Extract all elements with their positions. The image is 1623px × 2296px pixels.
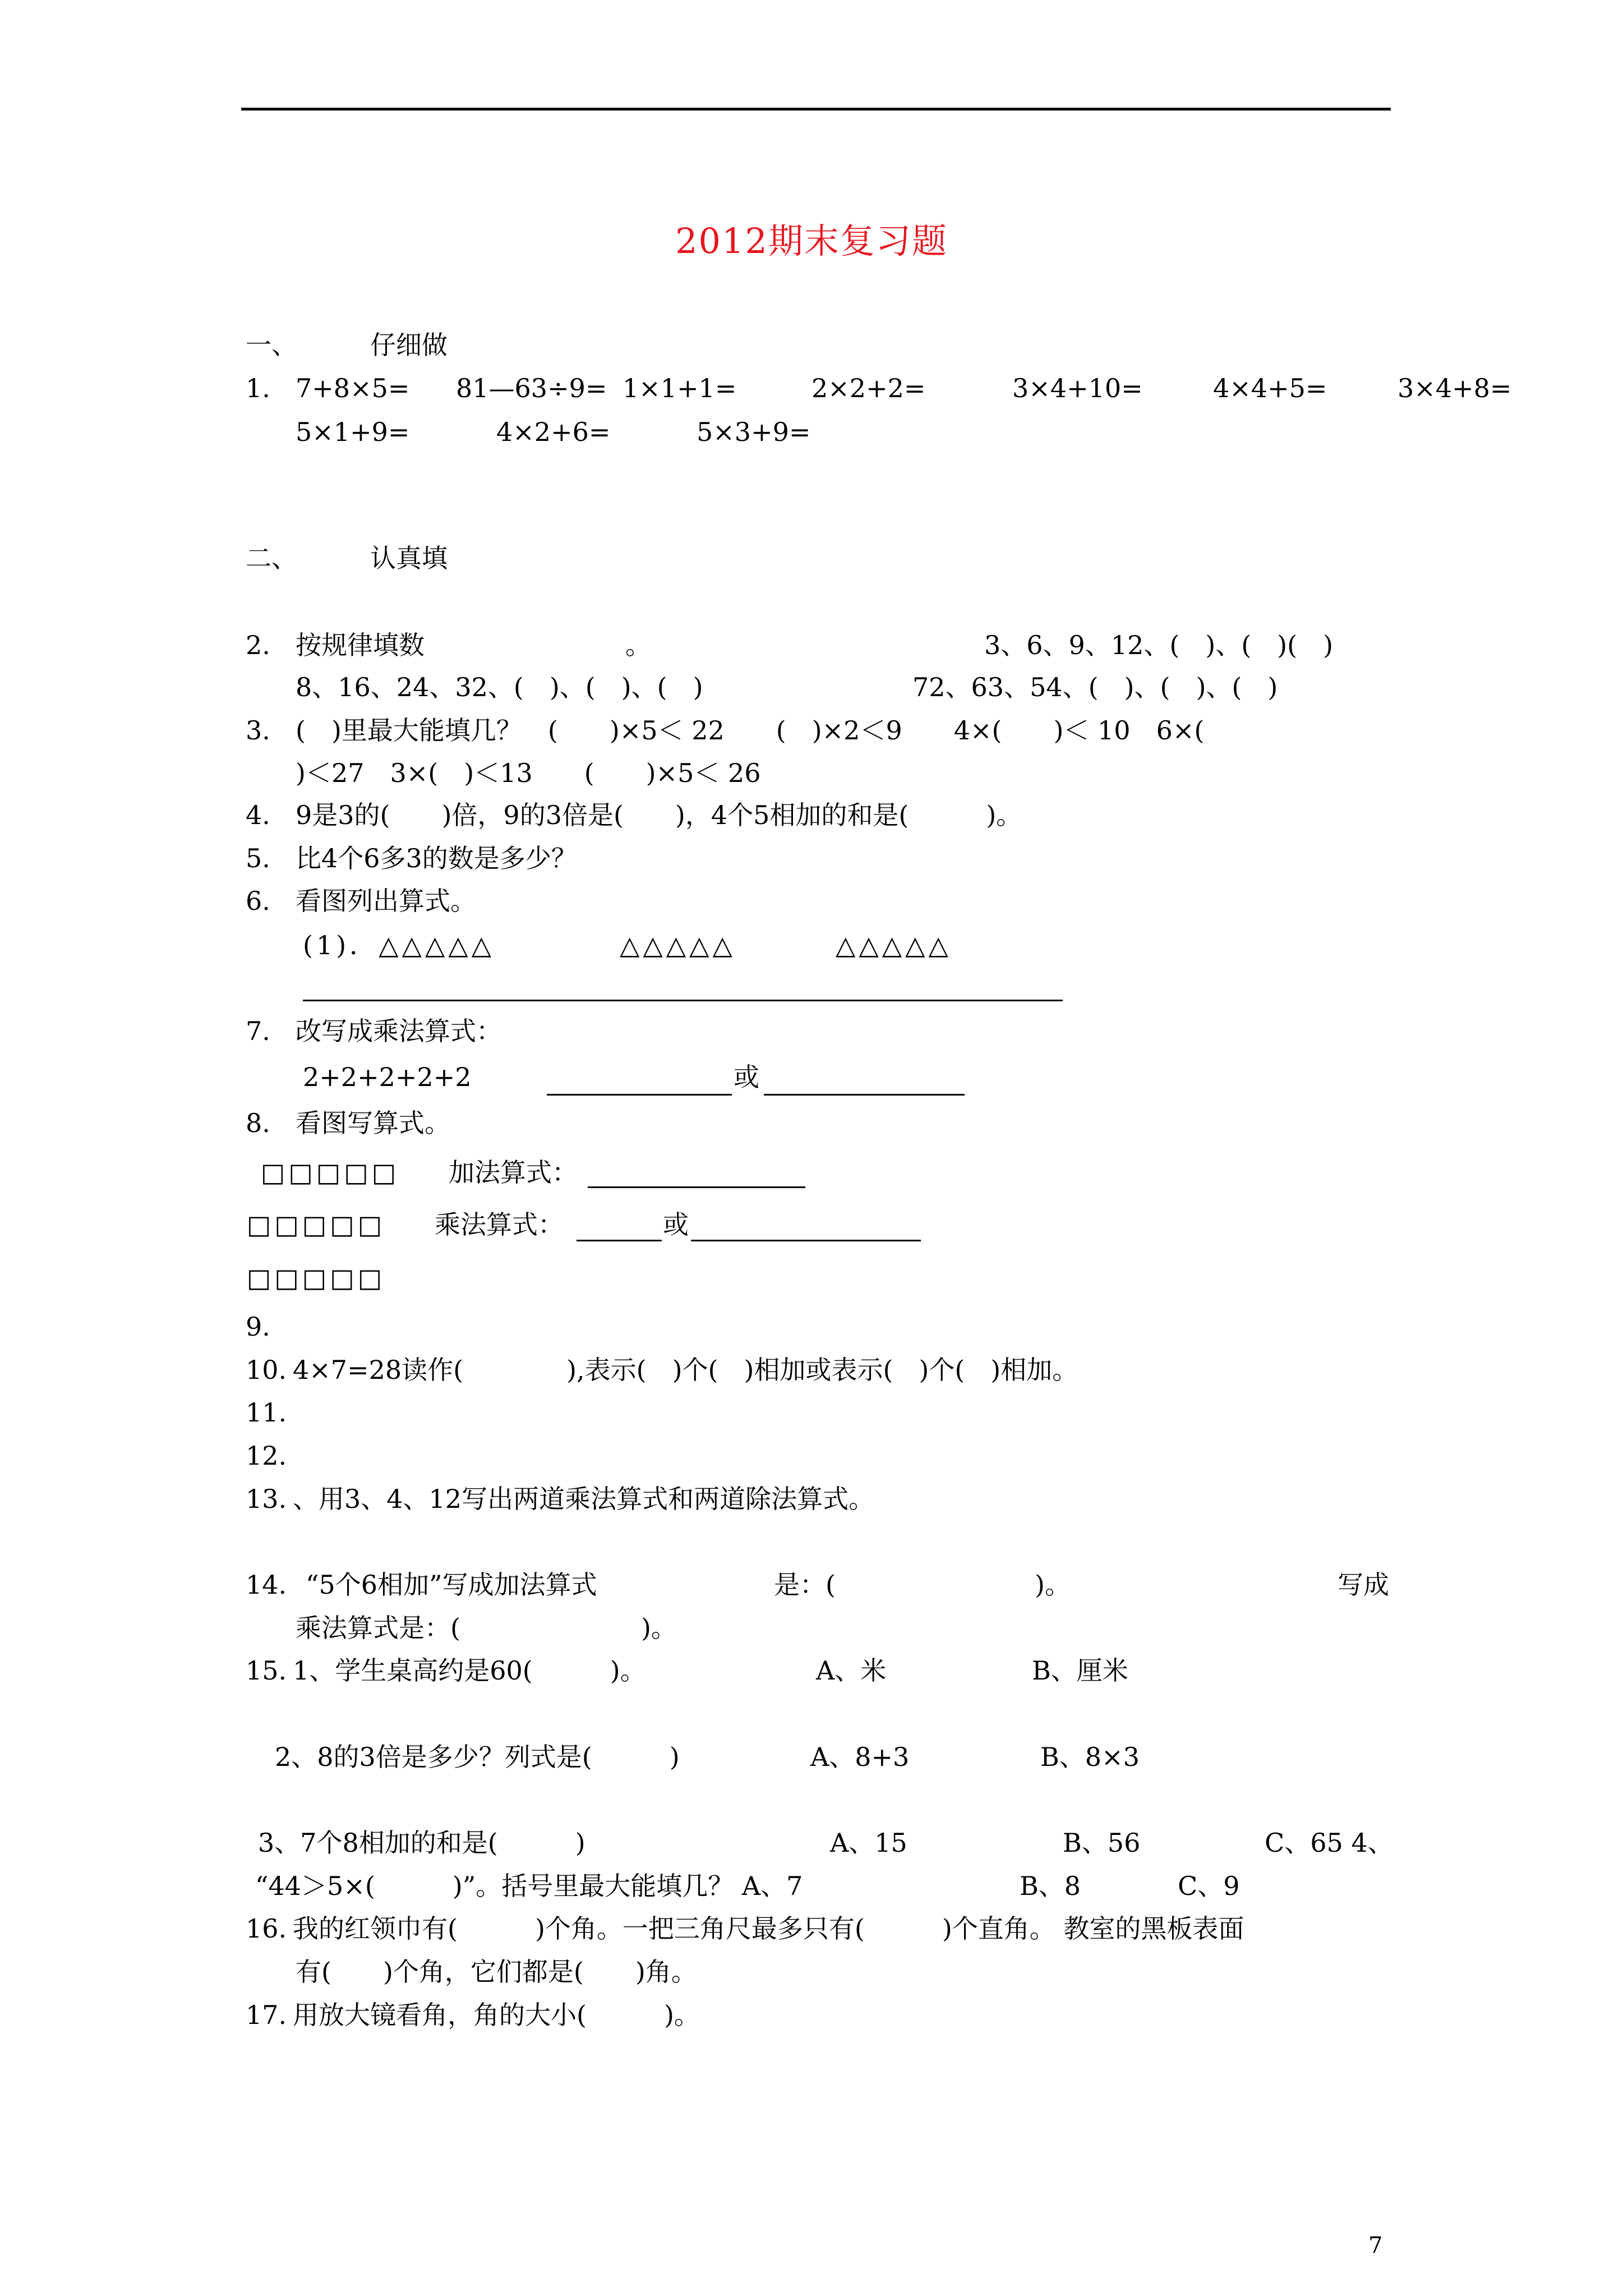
section2-label: 二、 [246, 543, 297, 573]
q15-option: B、8 [1020, 1871, 1081, 1901]
q8-or: 或 [663, 1209, 689, 1240]
q16-line: 我的红领巾有( )个角。一把三角尺最多只有( )个直角。 教室的黑板表面 [293, 1913, 1244, 1944]
q15-option: C、65 4、 [1265, 1828, 1394, 1858]
q15-item: 1、学生桌高约是60( )。 [293, 1655, 646, 1686]
section2-heading: 认真填 [370, 543, 448, 573]
q7-answer-line [547, 1094, 732, 1096]
q2-sequence: 3、6、9、12、( )、( )( ) [984, 630, 1334, 660]
q1-expr: 1×1+1= [623, 373, 737, 403]
q16-number: 16. [246, 1913, 287, 1944]
q7-text: 改写成乘法算式： [296, 1016, 502, 1046]
q14-line2: 乘法算式是：( )。 [296, 1613, 677, 1643]
q15-number: 15. [246, 1655, 287, 1686]
q15-option: B、56 [1063, 1828, 1141, 1858]
q8-answer-line [691, 1240, 921, 1241]
q6-answer-line [303, 1000, 1063, 1001]
q16-line: 有( )个角，它们都是( )角。 [296, 1957, 697, 1987]
q6-triangles: △△△△△ [836, 930, 952, 960]
q8-answer-line [588, 1186, 805, 1188]
q8-text: 看图写算式。 [296, 1108, 450, 1138]
q1-expr: 3×4+8= [1398, 373, 1512, 403]
q11-number: 11. [246, 1397, 287, 1428]
q15-item: 2、8的3倍是多少？列式是( ) [275, 1742, 680, 1772]
q1-expr: 3×4+10= [1012, 373, 1143, 403]
q1-expr: 4×2+6= [496, 417, 611, 447]
q8-number: 8. [246, 1108, 270, 1138]
q17-number: 17. [246, 2000, 287, 2030]
q1-expr: 5×1+9= [296, 417, 410, 447]
q12-number: 12. [246, 1441, 287, 1471]
page-title: 2012期末复习题 [675, 220, 948, 261]
q13-number: 13. [246, 1484, 287, 1514]
q8-add-label: 加法算式： [449, 1157, 578, 1188]
q13-text: 、用3、4、12写出两道乘法算式和两道除法算式。 [293, 1484, 875, 1514]
q15-option: B、厘米 [1032, 1655, 1128, 1686]
q14-text: 是：( [774, 1570, 836, 1600]
q10-text: 4×7=28读作( ),表示( )个( )相加或表示( )个( )相加。 [293, 1355, 1078, 1385]
q15-option: A、米 [816, 1655, 887, 1686]
q2-dot: 。 [625, 630, 651, 660]
q8-answer-line [577, 1240, 662, 1241]
section1-label: 一、 [246, 330, 297, 360]
q6-text: 看图列出算式。 [296, 886, 476, 916]
q10-number: 10. [246, 1355, 287, 1385]
q7-expression: 2+2+2+2+2 [303, 1062, 472, 1092]
q7-answer-line [764, 1094, 965, 1096]
q4-text: 9是3的( )倍，9的3倍是( )，4个5相加的和是( )。 [296, 800, 1022, 830]
q3-line: ( )里最大能填几？ ( )×5＜ 22 ( )×2＜9 4×( )＜ 10 6×( [296, 715, 1205, 746]
q8-boxes: □□□□□ [247, 1209, 386, 1240]
q15-option: B、8×3 [1040, 1742, 1140, 1772]
section1-heading: 仔细做 [370, 330, 448, 360]
q2-number: 2. [246, 630, 270, 660]
q17-text: 用放大镜看角，角的大小( )。 [293, 2000, 700, 2030]
q6-number: 6. [246, 886, 270, 916]
q15-option: A、15 [830, 1828, 907, 1858]
q8-mul-label: 乘法算式： [435, 1209, 564, 1240]
q1-expr: 5×3+9= [697, 417, 811, 447]
q1-expr: 7+8×5= [296, 373, 410, 403]
q14-text: 写成 [1338, 1570, 1389, 1600]
q15-option: A、8+3 [810, 1742, 910, 1772]
q4-number: 4. [246, 800, 270, 830]
q3-number: 3. [246, 715, 270, 746]
page-number: 7 [1368, 2233, 1383, 2258]
q9-number: 9. [246, 1312, 270, 1342]
q14-text: “5个6相加”写成加法算式 [306, 1570, 597, 1600]
q1-expr: 81—63÷9= [456, 373, 607, 403]
q6-triangles: △△△△△ [620, 930, 736, 960]
q8-boxes: □□□□□ [261, 1157, 400, 1188]
q7-number: 7. [246, 1016, 270, 1046]
q15-item: “44＞5×( )”。括号里最大能填几？ A、7 [255, 1871, 803, 1901]
q15-option: C、9 [1178, 1871, 1240, 1901]
q2-lead: 按规律填数 [296, 630, 425, 660]
q1-expr: 2×2+2= [811, 373, 926, 403]
q3-line: )＜27 3×( )＜13 ( )×5＜ 26 [296, 758, 761, 788]
q14-text: )。 [1035, 1570, 1071, 1600]
q1-expr: 4×4+5= [1213, 373, 1327, 403]
q1-number: 1. [246, 373, 270, 403]
q6-triangles: (1)．△△△△△ [303, 930, 495, 960]
q2-sequence: 8、16、24、32、( )、( )、( ) [296, 672, 703, 702]
q7-or: 或 [734, 1062, 759, 1092]
q2-sequence: 72、63、54、( )、( )、( ) [912, 672, 1278, 702]
q5-text: 比4个6多3的数是多少？ [296, 843, 577, 873]
q5-number: 5. [246, 843, 270, 873]
q14-number: 14. [246, 1570, 287, 1600]
q8-boxes: □□□□□ [247, 1263, 386, 1293]
q15-item: 3、7个8相加的和是( ) [258, 1828, 585, 1858]
header-rule [241, 108, 1391, 111]
